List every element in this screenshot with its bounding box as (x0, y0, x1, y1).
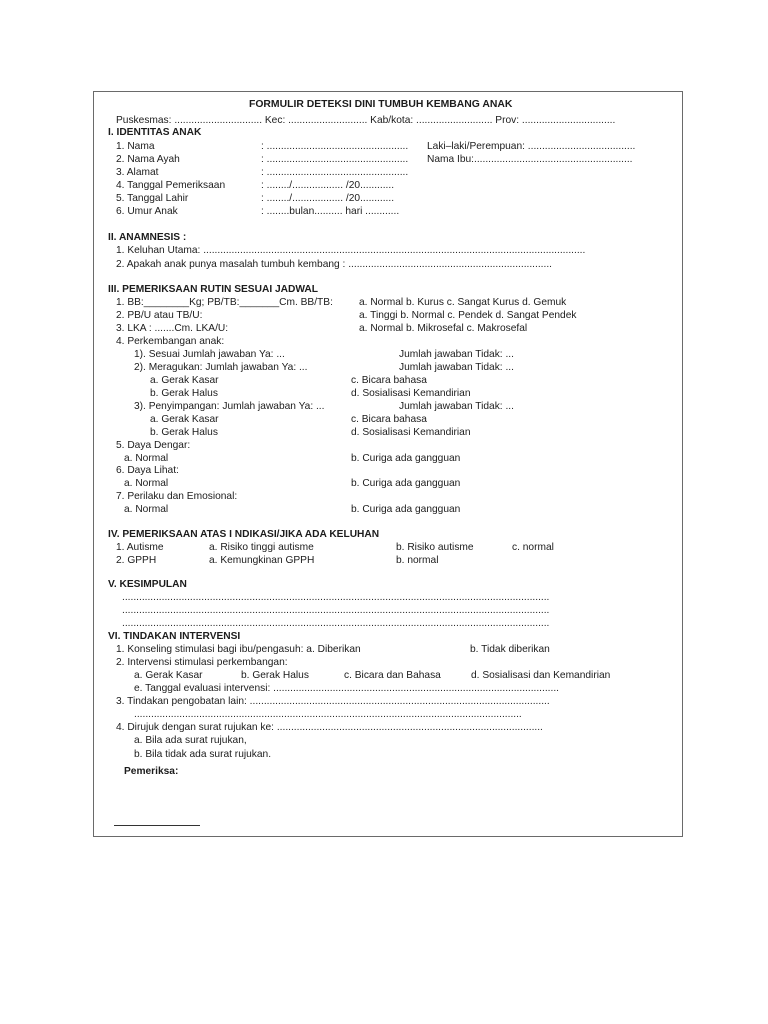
perilaku-normal: a. Normal (124, 504, 169, 515)
penyimpangan-sosialisasi: d. Sosialisasi Kemandirian (351, 427, 471, 438)
section-pemeriksaan-rutin-heading: III. PEMERIKSAAN RUTIN SESUAI JADWAL (108, 284, 318, 295)
label-umur-anak: 6. Umur Anak (116, 206, 178, 217)
header-line: Puskesmas: ............................... Kec: ............................ Kab/kota: ........................... Prov: ................................. (116, 115, 616, 126)
kesimpulan-line-3: ....................................................................................................................................................... (122, 618, 550, 629)
field-nama-ayah: : .................................................. (261, 154, 409, 165)
daya-dengar-curiga: b. Curiga ada gangguan (351, 453, 461, 464)
perkembangan-meragukan-tidak: Jumlah jawaban Tidak: ... (399, 362, 514, 373)
intervensi-tanggal-evaluasi: e. Tanggal evaluasi intervensi: ..................................................................................................... (134, 683, 559, 694)
section-kesimpulan-heading: V. KESIMPULAN (108, 579, 187, 590)
intervensi-sosialisasi: d. Sosialisasi dan Kemandirian (471, 670, 611, 681)
meragukan-bicara-bahasa: c. Bicara bahasa (351, 375, 427, 386)
pengobatan-lain-line-2: ......................................................................................................................................... (134, 709, 522, 720)
label-daya-dengar: 5. Daya Dengar: (116, 440, 191, 451)
label-perilaku-emosional: 7. Perilaku dan Emosional: (116, 491, 238, 502)
autisme-normal: c. normal (512, 542, 554, 553)
label-alamat: 3. Alamat (116, 167, 159, 178)
perkembangan-penyimpangan-tidak: Jumlah jawaban Tidak: ... (399, 401, 514, 412)
rujuk-tidak-ada-surat: b. Bila tidak ada surat rujukan. (134, 749, 272, 760)
konseling-stimulasi: 1. Konseling stimulasi bagi ibu/pengasuh: a. Diberikan (116, 644, 361, 655)
daya-dengar-normal: a. Normal (124, 453, 169, 464)
kesimpulan-line-1: ....................................................................................................................................................... (122, 592, 550, 603)
autisme-risiko: b. Risiko autisme (396, 542, 474, 553)
field-tanggal-lahir: : ......../.................. /20............ (261, 193, 395, 204)
section-identitas-heading: I. IDENTITAS ANAK (108, 127, 202, 138)
field-alamat: : .................................................. (261, 167, 409, 178)
field-lka: 3. LKA : .......Cm. LKA/U: (116, 323, 229, 334)
penyimpangan-gerak-kasar: a. Gerak Kasar (150, 414, 219, 425)
options-lka: a. Normal b. Mikrosefal c. Makrosefal (359, 323, 528, 334)
label-nama: 1. Nama (116, 141, 155, 152)
penyimpangan-gerak-halus: b. Gerak Halus (150, 427, 218, 438)
label-autisme: 1. Autisme (116, 542, 164, 553)
anamnesis-keluhan: 1. Keluhan Utama: ....................................................................................................................................... (116, 245, 586, 256)
intervensi-bicara-bahasa: c. Bicara dan Bahasa (344, 670, 441, 681)
perilaku-curiga: b. Curiga ada gangguan (351, 504, 461, 515)
field-nama-ibu: Nama Ibu:........................................................ (427, 154, 633, 165)
gpph-normal: b. normal (396, 555, 439, 566)
rujuk-ada-surat: a. Bila ada surat rujukan, (134, 735, 247, 746)
field-nama: : .................................................. (261, 141, 409, 152)
gpph-kemungkinan: a. Kemungkinan GPPH (209, 555, 315, 566)
pengobatan-lain: 3. Tindakan pengobatan lain: .......................................................................................................... (116, 696, 550, 707)
options-pbu: a. Tinggi b. Normal c. Pendek d. Sangat Pendek (359, 310, 577, 321)
field-tanggal-pemeriksaan: : ......../.................. /20............ (261, 180, 395, 191)
daya-lihat-normal: a. Normal (124, 478, 169, 489)
meragukan-gerak-kasar: a. Gerak Kasar (150, 375, 219, 386)
section-anamnesis-heading: II. ANAMNESIS : (108, 232, 187, 243)
anamnesis-masalah: 2. Apakah anak punya masalah tumbuh kembang : ........................................................................ (116, 259, 552, 270)
konseling-tidak-diberikan: b. Tidak diberikan (470, 644, 550, 655)
label-pbu: 2. PB/U atau TB/U: (116, 310, 203, 321)
label-intervensi-stimulasi: 2. Intervensi stimulasi perkembangan: (116, 657, 288, 668)
signature-line (114, 825, 200, 826)
form-title: FORMULIR DETEKSI DINI TUMBUH KEMBANG ANAK (249, 99, 513, 110)
label-perkembangan: 4. Perkembangan anak: (116, 336, 225, 347)
field-jenis-kelamin: Laki–laki/Perempuan: ...................................... (427, 141, 636, 152)
field-umur-anak: : ........bulan.......... hari ............ (261, 206, 400, 217)
section-indikasi-heading: IV. PEMERIKSAAN ATAS I NDIKASI/JIKA ADA KELUHAN (108, 529, 380, 540)
perkembangan-meragukan: 2). Meragukan: Jumlah jawaban Ya: ... (134, 362, 308, 373)
dirujuk-surat-rujukan: 4. Dirujuk dengan surat rujukan ke: .............................................................................................. (116, 722, 543, 733)
intervensi-gerak-halus: b. Gerak Halus (241, 670, 309, 681)
perkembangan-sesuai: 1). Sesuai Jumlah jawaban Ya: ... (134, 349, 285, 360)
penyimpangan-bicara-bahasa: c. Bicara bahasa (351, 414, 427, 425)
meragukan-gerak-halus: b. Gerak Halus (150, 388, 218, 399)
perkembangan-sesuai-tidak: Jumlah jawaban Tidak: ... (399, 349, 514, 360)
options-bbtb: a. Normal b. Kurus c. Sangat Kurus d. Gemuk (359, 297, 567, 308)
form-frame (93, 91, 683, 837)
perkembangan-penyimpangan: 3). Penyimpangan: Jumlah jawaban Ya: ... (134, 401, 325, 412)
label-daya-lihat: 6. Daya Lihat: (116, 465, 179, 476)
meragukan-sosialisasi: d. Sosialisasi Kemandirian (351, 388, 471, 399)
intervensi-gerak-kasar: a. Gerak Kasar (134, 670, 203, 681)
field-bb-pbtb: 1. BB:________Kg; PB/TB:_______Cm. BB/TB: (116, 297, 333, 308)
label-pemeriksa: Pemeriksa: (124, 766, 179, 777)
daya-lihat-curiga: b. Curiga ada gangguan (351, 478, 461, 489)
label-gpph: 2. GPPH (116, 555, 157, 566)
section-intervensi-heading: VI. TINDAKAN INTERVENSI (108, 631, 241, 642)
label-nama-ayah: 2. Nama Ayah (116, 154, 180, 165)
autisme-risiko-tinggi: a. Risiko tinggi autisme (209, 542, 314, 553)
label-tanggal-lahir: 5. Tanggal Lahir (116, 193, 189, 204)
kesimpulan-line-2: ....................................................................................................................................................... (122, 605, 550, 616)
label-tanggal-pemeriksaan: 4. Tanggal Pemeriksaan (116, 180, 226, 191)
